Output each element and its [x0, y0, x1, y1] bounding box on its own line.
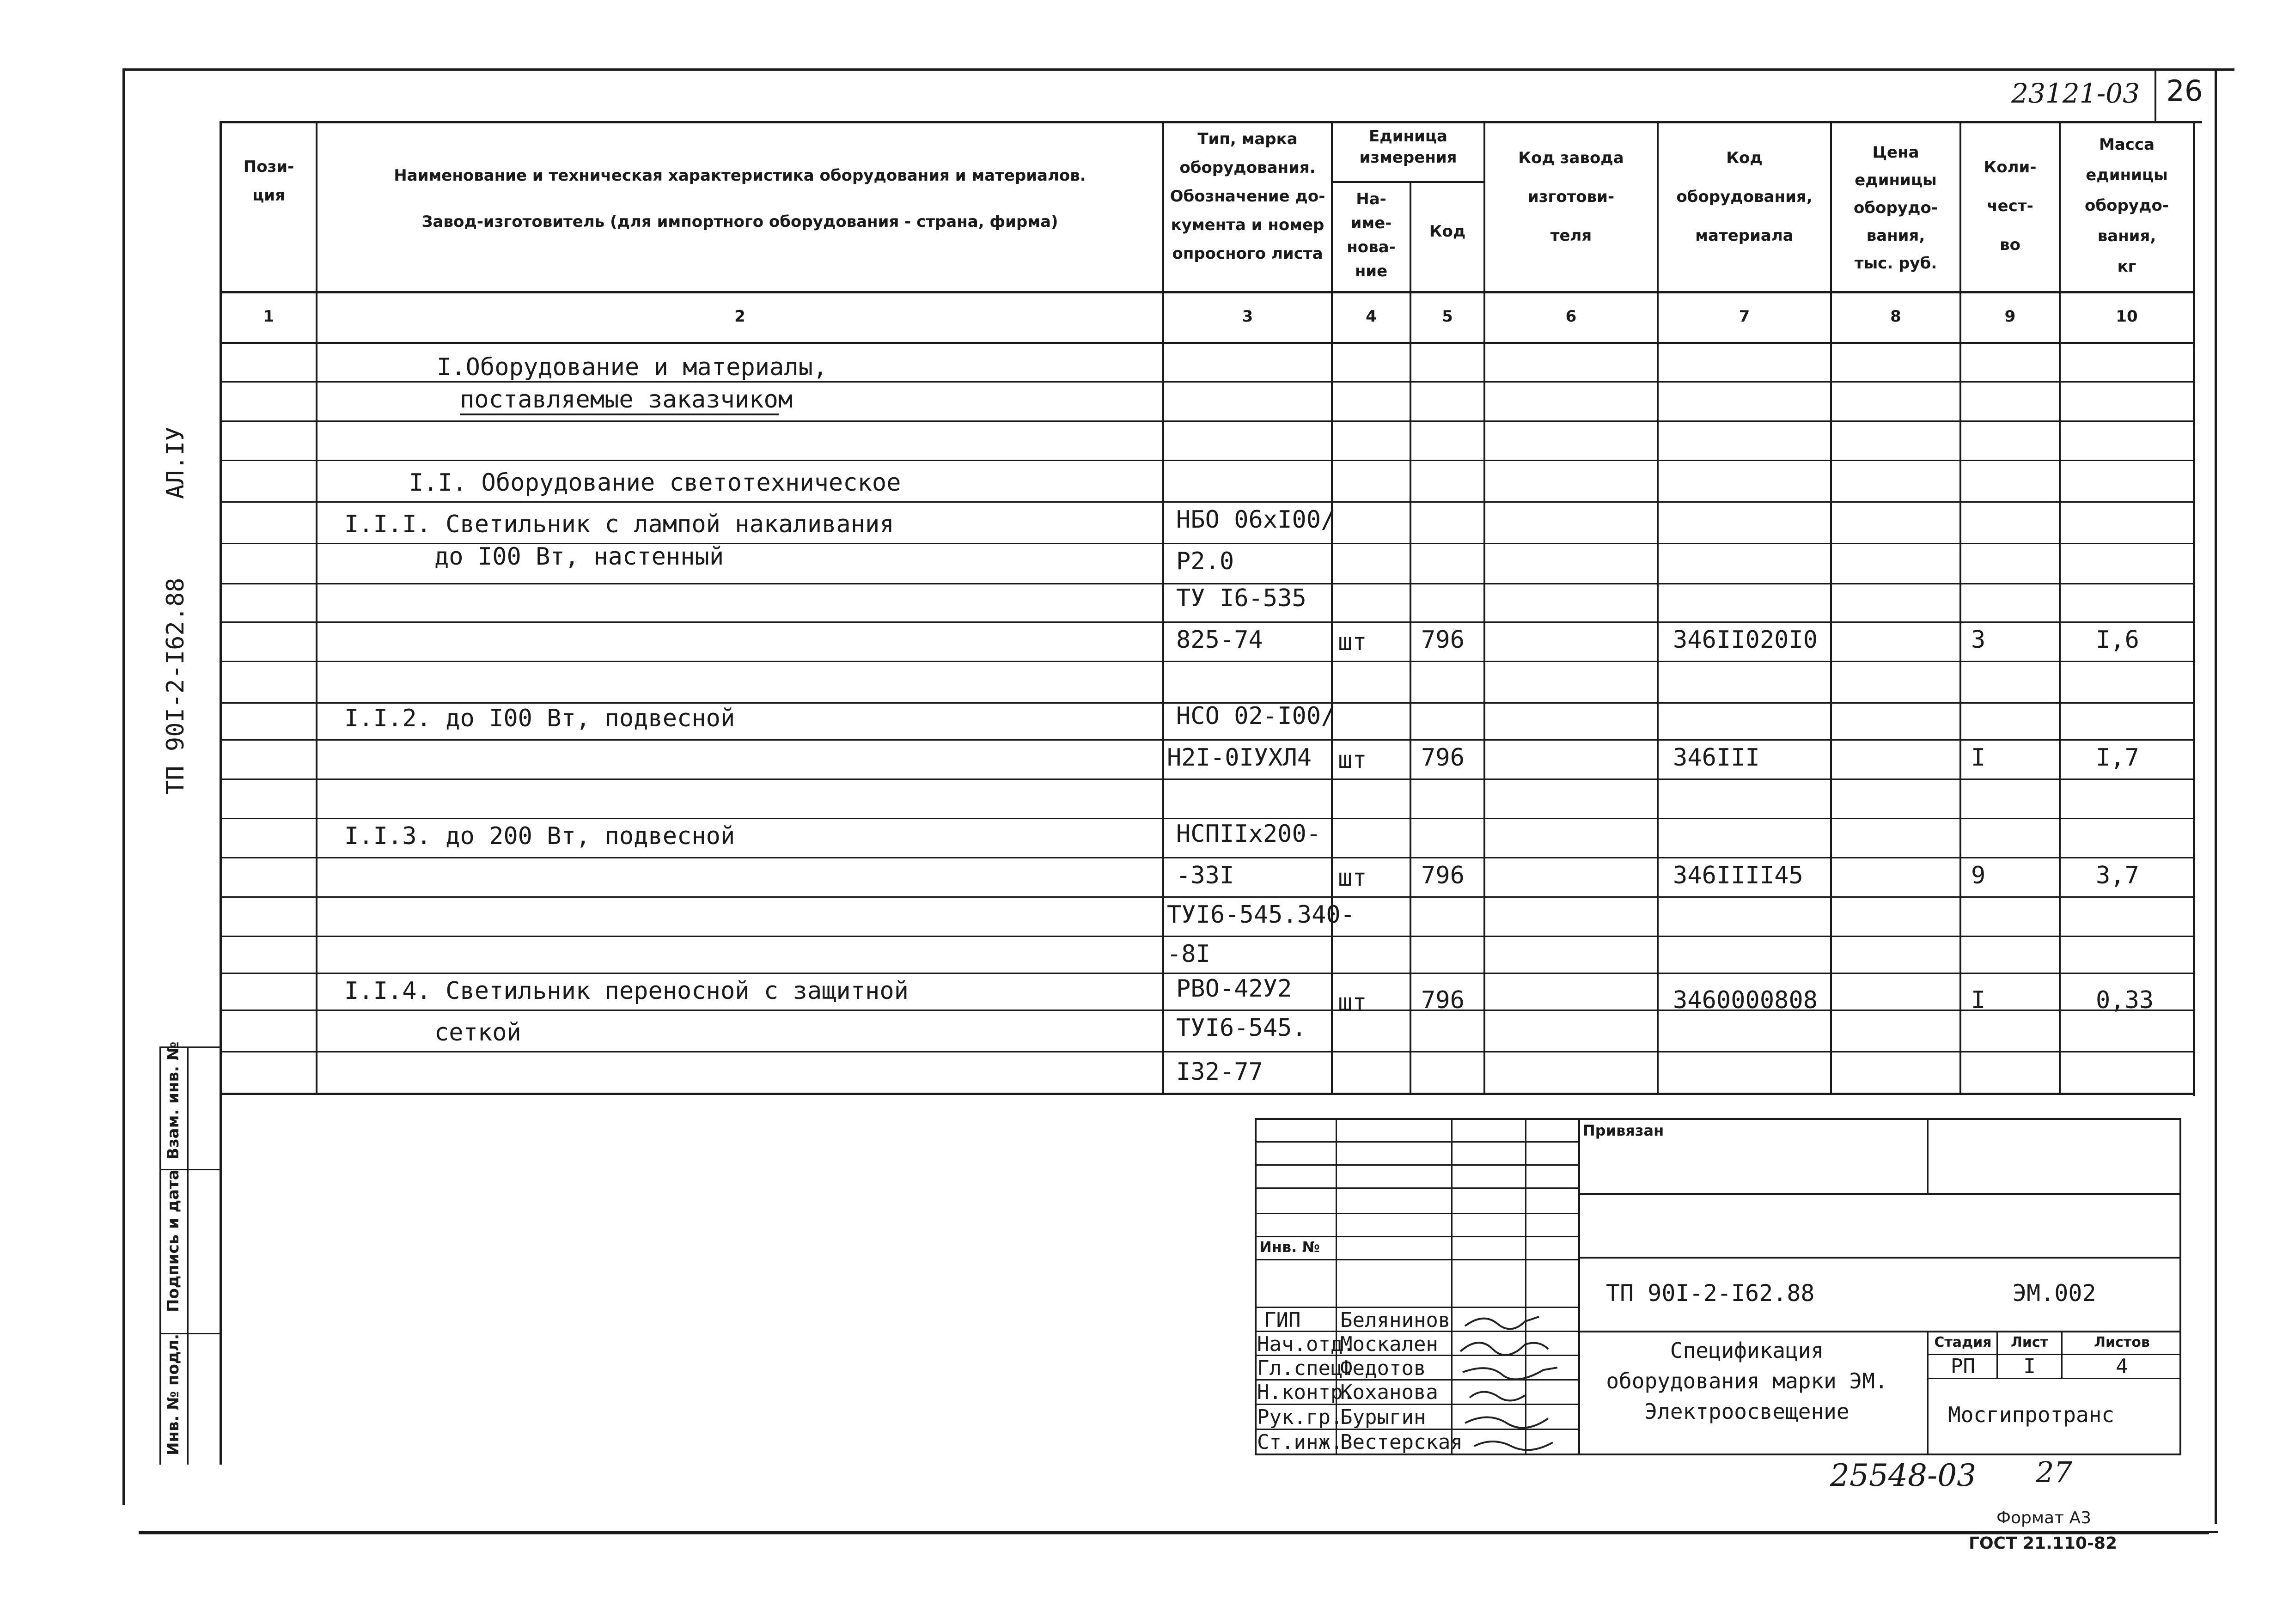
item-unit-code: 796	[1421, 744, 1465, 772]
col-number: 4	[1366, 307, 1377, 326]
item-unit: шт	[1338, 989, 1367, 1016]
tb-top	[1255, 1118, 2181, 1120]
item-type: НСПIIх200-	[1176, 820, 1321, 848]
row-line	[222, 857, 2193, 858]
tb-stage-label: Стадия	[1934, 1334, 1992, 1350]
tb-org: Мосгипротранс	[1948, 1402, 2115, 1427]
colnum-bottom-line	[220, 342, 2195, 344]
item-type: РВО-42У2	[1176, 975, 1292, 1003]
tb-stage-divider	[1927, 1331, 1929, 1454]
item-name: I.I.2. до I00 Вт, подвесной	[344, 705, 735, 732]
footer-format: Формат А3	[1996, 1508, 2092, 1527]
header-quantity: Коли- чест- во	[1984, 158, 2037, 254]
row-line	[222, 973, 2193, 974]
header-maker-code: Код завода изготови- теля	[1518, 149, 1624, 245]
item-type: -33I	[1176, 862, 1234, 889]
signature	[1460, 1343, 1548, 1355]
header-type: Тип, марка оборудования. Обозначение до- кумента и номер опросного листа	[1170, 130, 1325, 263]
item-type: ТУI6-545.340-	[1167, 901, 1355, 929]
section-title: поставляемые заказчиком	[460, 386, 793, 414]
side-album: АЛ.IУ	[162, 426, 189, 499]
stamp-vzam: Взам. инв. №	[164, 1041, 183, 1160]
item-name: I.I.3. до 200 Вт, подвесной	[344, 822, 735, 850]
tb-row	[1255, 1187, 1578, 1189]
header-unit-code: Код	[1429, 222, 1466, 241]
row-line	[222, 739, 2193, 741]
header-equipment-code: Код оборудования, материала	[1676, 149, 1813, 245]
tb-staff-role: Ст.инж.	[1257, 1430, 1343, 1454]
signature	[1463, 1368, 1557, 1379]
tb-sheet-value: I	[2023, 1355, 2036, 1378]
item-name: сеткой	[434, 1019, 521, 1046]
tb-staff-role: Нач.отд.	[1257, 1332, 1355, 1356]
item-mass: 3,7	[2096, 862, 2139, 889]
tb-row	[1578, 1257, 2181, 1259]
corner-doc-code: 23121-03	[2011, 78, 2140, 109]
item-mass: 0,33	[2096, 986, 2154, 1014]
row-line	[222, 1051, 2193, 1052]
table-bottom-line	[220, 1093, 2195, 1095]
item-name: I.I.4. Светильник переносной с защитной	[344, 977, 909, 1005]
tb-stage-value: РП	[1951, 1355, 1975, 1378]
tb-staff-role: Рук.гр.	[1257, 1405, 1343, 1429]
stamp-strip-divider	[187, 1046, 189, 1465]
corner-sheet-number: 26	[2166, 74, 2203, 108]
item-unit-code: 796	[1421, 862, 1465, 889]
item-quantity: 9	[1971, 862, 1986, 889]
header-price: Цена единицы оборудо- вания, тыс. руб.	[1854, 143, 1938, 273]
signature	[1474, 1442, 1553, 1450]
item-type: Н2I-0IУХЛ4	[1167, 744, 1312, 772]
item-unit: шт	[1338, 628, 1367, 656]
tb-row	[1255, 1164, 1578, 1166]
footer-number: 25548-03	[1830, 1458, 1977, 1493]
item-equip-code: 346II020I0	[1673, 626, 1818, 654]
header-unit-name: На- име- нова- ние	[1347, 190, 1396, 280]
header-mass: Масса единицы оборудо- вания, кг	[2085, 135, 2169, 276]
col-line	[1483, 121, 1485, 1095]
row-line	[222, 381, 2193, 383]
stamp-strip-left	[159, 1046, 161, 1465]
section-title: I.Оборудование и материалы,	[437, 353, 828, 381]
header-bottom-line	[220, 291, 2195, 293]
col-number: 2	[734, 307, 745, 326]
row-line	[222, 420, 2193, 422]
unit-group-divider	[1331, 181, 1483, 183]
tb-row	[1255, 1213, 1578, 1214]
table-frame-right	[2193, 121, 2195, 1096]
tb-mark: ЭМ.002	[2013, 1280, 2096, 1307]
tb-row	[1255, 1259, 1578, 1260]
tb-staff-name: Белянинов	[1340, 1308, 1451, 1332]
outer-frame-top	[122, 68, 2234, 71]
tb-row	[1255, 1141, 1578, 1143]
row-line	[222, 936, 2193, 937]
footer-bottom-line	[139, 1533, 2209, 1534]
signature	[1465, 1417, 1548, 1428]
tb-staff-name: Федотов	[1340, 1356, 1426, 1380]
tb-privyazan-divider	[1927, 1118, 1929, 1194]
item-mass: I,7	[2096, 744, 2139, 772]
outer-frame-right	[2215, 68, 2217, 1524]
row-line	[222, 501, 2193, 503]
footer-gost: ГОСТ 21.110-82	[1969, 1534, 2118, 1553]
row-line	[222, 1010, 2193, 1011]
header-position: Пози- ция	[243, 158, 294, 205]
tb-sheet-label: Лист	[2010, 1334, 2049, 1350]
tb-staff-role: Н.контр.	[1257, 1381, 1355, 1404]
tb-row	[1578, 1193, 2181, 1195]
col-number: 5	[1442, 307, 1453, 326]
tb-staff-name: Москален	[1340, 1332, 1438, 1356]
item-quantity: I	[1971, 744, 1986, 772]
tb-main-divider	[1578, 1118, 1580, 1455]
item-type: ТУI6-545.	[1176, 1014, 1306, 1042]
tb-sheets-label: Листов	[2094, 1334, 2150, 1350]
item-type: ТУ I6-535	[1176, 584, 1306, 612]
item-type: I32-77	[1176, 1058, 1263, 1086]
tb-staff-name: Бурыгин	[1340, 1405, 1426, 1429]
tb-title	[1590, 1335, 1904, 1427]
item-quantity: I	[1971, 986, 1986, 1014]
tb-sheets-value: 4	[2116, 1355, 2128, 1378]
row-line	[222, 818, 2193, 819]
tb-staff-role: ГИП	[1264, 1308, 1301, 1332]
col-number: 1	[263, 307, 275, 326]
item-unit: шт	[1338, 864, 1367, 892]
signatures	[1456, 1308, 1576, 1455]
tb-staff-role: Гл.спец.	[1257, 1356, 1355, 1380]
tb-row	[1578, 1331, 2181, 1332]
row-line	[222, 661, 2193, 662]
section-underline	[460, 414, 779, 415]
footer-page: 27	[2036, 1455, 2072, 1489]
corner-box-left	[2155, 68, 2156, 121]
stamp-inv-orig: Инв. № подл.	[164, 1333, 183, 1455]
col-number: 7	[1739, 307, 1750, 326]
side-project-code: ТП 90I-2-I62.88	[162, 578, 189, 795]
item-name: I.I.I. Светильник с лампой накаливания	[344, 511, 894, 538]
tb-staff-name: Вестерская	[1340, 1430, 1463, 1454]
item-unit-code: 796	[1421, 986, 1465, 1014]
item-type: Р2.0	[1176, 547, 1234, 575]
item-unit: шт	[1338, 746, 1367, 774]
item-equip-code: 3460000808	[1673, 986, 1818, 1014]
tb-privyazan-label: Привязан	[1583, 1122, 1664, 1139]
col-line	[1657, 121, 1659, 1095]
tb-right	[2179, 1118, 2181, 1455]
item-type: НБО 06хI00/	[1176, 506, 1336, 534]
row-line	[222, 621, 2193, 623]
tb-inv-label: Инв. №	[1259, 1238, 1320, 1256]
item-type: НСО 02-I00/	[1176, 702, 1336, 730]
tb-title-line: Спецификация	[1670, 1338, 1824, 1363]
item-name: до I00 Вт, настенный	[434, 543, 724, 571]
row-line	[222, 779, 2193, 780]
item-mass: I,6	[2096, 626, 2139, 654]
col-number: 10	[2116, 307, 2138, 326]
row-line	[222, 896, 2193, 898]
item-unit-code: 796	[1421, 626, 1465, 654]
item-equip-code: 346III	[1673, 744, 1760, 772]
col-line	[1959, 121, 1961, 1095]
table-frame-top	[220, 121, 2202, 123]
signature	[1465, 1317, 1539, 1329]
tb-staff-name: Коханова	[1340, 1381, 1438, 1404]
col-number: 3	[1242, 307, 1253, 326]
col-number: 9	[2004, 307, 2016, 326]
stamp-sign-date: Подпись и дата	[164, 1169, 183, 1312]
col-line	[316, 121, 317, 1095]
tb-designation: ТП 90I-2-I62.88	[1606, 1280, 1815, 1307]
outer-frame-left	[122, 68, 125, 1505]
item-equip-code: 346IIII45	[1673, 862, 1803, 889]
col-number: 6	[1565, 307, 1577, 326]
tb-title-line: оборудования марки ЭМ.	[1606, 1369, 1888, 1393]
header-unit-group: Единица измерения	[1359, 127, 1457, 167]
col-number: 8	[1890, 307, 1901, 326]
subsection-title: I.I. Оборудование светотехническое	[409, 469, 901, 497]
item-quantity: 3	[1971, 626, 1986, 654]
signature	[1470, 1392, 1525, 1401]
row-line	[222, 460, 2193, 461]
header-name: Наименование и техническая характеристика оборудования и материалов. Завод-изготовитель (для импортного оборудования - страна, фирма)	[394, 166, 1086, 231]
tb-row	[1255, 1236, 1578, 1237]
item-type: 825-74	[1176, 626, 1263, 654]
tb-title-line: Электроосвещение	[1644, 1399, 1849, 1424]
item-type: -8I	[1167, 940, 1210, 968]
